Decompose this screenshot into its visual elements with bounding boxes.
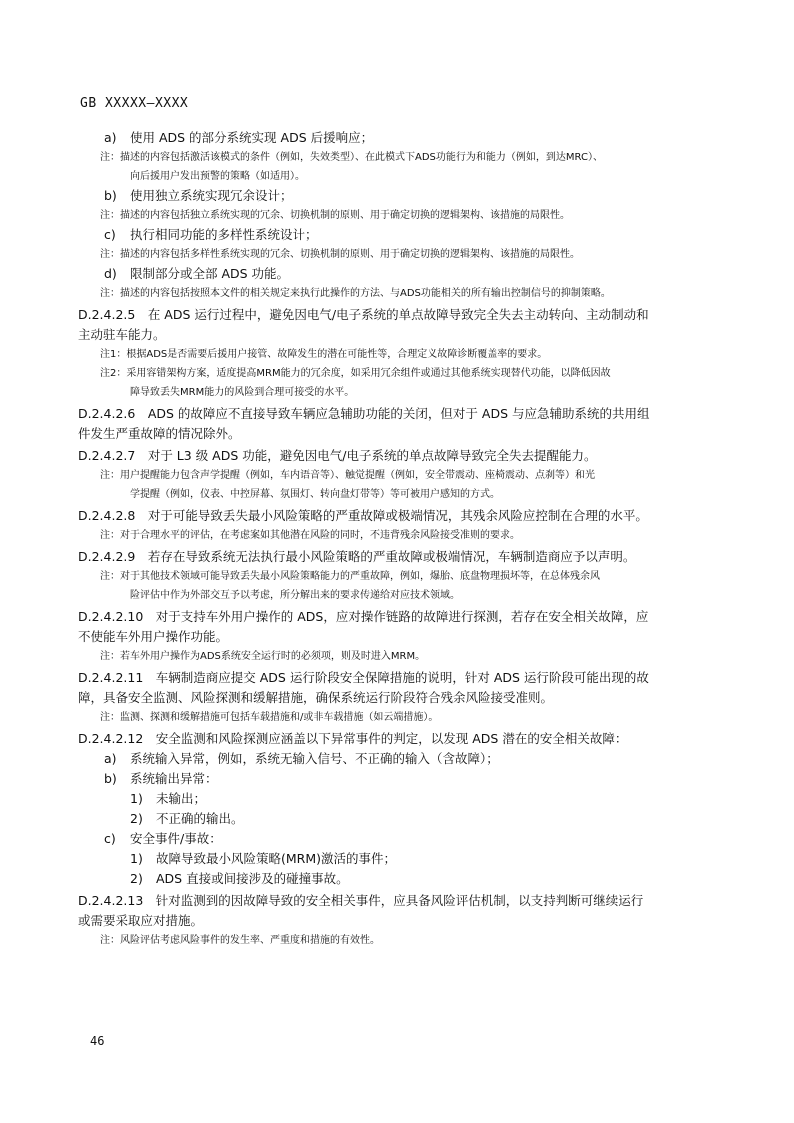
list-text: 使用独立系统实现冗余设计； — [130, 188, 293, 203]
note — [78, 206, 710, 225]
clause-d-2-4-2-7: D.2.4.2.7 对于 L3 级 ADS 功能，避免因电气/电子系统的单点故障导致完全失去提醒能力。 — [78, 448, 597, 463]
note — [78, 526, 710, 545]
clause-d-2-4-2-11: D.2.4.2.11 车辆制造商应提交 ADS 运行阶段安全保障措施的说明，针对 ADS 运行阶段可能出现的故 — [78, 670, 649, 685]
list-label: c) — [104, 227, 116, 242]
note-continuation: 险评估中作为外部交互予以考虑，所分解出来的要求传递给对应技术领域。 — [130, 590, 460, 601]
note — [78, 148, 710, 167]
clause-d-2-4-2-8: D.2.4.2.8 对于可能导致丢失最小风险策略的严重故障或极端情况，其残余风险应控制在合理的水平。 — [78, 508, 648, 523]
note-2: 注2：采用容错架构方案，适度提高MRM能力的冗余度，如采用冗余组件或通过其他系统实现替代功能，以降低因故 — [100, 368, 611, 379]
note-text: 描述的内容包括独立系统实现的冗余、切换机制的原则、用于确定切换的逻辑架构、该措施的局限性。 — [120, 210, 570, 221]
sub-list-item — [78, 789, 710, 809]
clause-continuation: 障，具备安全监测、风险探测和缓解措施，确保系统运行阶段符合残余风险接受准则。 — [78, 690, 554, 705]
note-text: 描述的内容包括按照本文件的相关规定来执行此操作的方法、与ADS功能相关的所有输出控制信号的抑制策略。 — [120, 288, 611, 299]
list-text: ADS 直接或间接涉及的碰撞事故。 — [156, 871, 349, 886]
list-label: b) — [104, 188, 117, 203]
list-item — [78, 749, 710, 769]
note — [78, 708, 710, 727]
note — [78, 567, 710, 586]
list-text: 系统输入异常，例如，系统无输入信号、不正确的输入（含故障）； — [130, 751, 499, 766]
note-continuation: 障导致丢失MRM能力的风险到合理可接受的水平。 — [130, 387, 355, 398]
sub-list-item — [78, 849, 710, 869]
list-item — [78, 128, 710, 148]
note — [78, 647, 710, 666]
note-continuation: 向后援用户发出预警的策略（如适用）。 — [130, 171, 305, 182]
note-label: 注： — [100, 712, 120, 723]
note — [78, 284, 710, 303]
document-body — [78, 128, 710, 950]
note-label: 注： — [100, 288, 120, 299]
list-item — [78, 186, 710, 206]
note-label: 注： — [100, 530, 120, 541]
standard-number: GB XXXXX—XXXX — [80, 96, 189, 111]
note-text: 用户提醒能力包含声学提醒（例如，车内语音等）、触觉提醒（例如，安全带震动、座椅震动、点刹等）和光 — [120, 470, 595, 481]
page-number: 46 — [90, 1034, 105, 1048]
list-text: 安全事件/事故： — [130, 831, 222, 846]
list-text: 使用 ADS 的部分系统实现 ADS 后援响应； — [130, 130, 374, 145]
list-label: c) — [104, 831, 116, 846]
list-label: b) — [104, 771, 117, 786]
list-item — [78, 264, 710, 284]
clause-continuation: 或需要采取应对措施。 — [78, 913, 204, 928]
note-label: 注： — [100, 935, 120, 946]
note-text: 描述的内容包括激活该模式的条件（例如，失效类型）、在此模式下ADS功能行为和能力（例如，到达MRC）、 — [120, 152, 603, 163]
note-text: 对于合理水平的评估，在考虑案如其他潜在风险的同时，不违背残余风险接受准则的要求。 — [120, 530, 520, 541]
note-text: 风险评估考虑风险事件的发生率、严重度和措施的有效性。 — [120, 935, 380, 946]
list-text: 未输出； — [156, 791, 207, 806]
clause-d-2-4-2-6: D.2.4.2.6 ADS 的故障应不直接导致车辆应急辅助功能的关闭，但对于 ADS 与应急辅助系统的共用组 — [78, 406, 650, 421]
list-text: 不正确的输出。 — [156, 811, 244, 826]
note-label: 注： — [100, 651, 120, 662]
list-label: d) — [104, 266, 117, 281]
clause-d-2-4-2-12: D.2.4.2.12 安全监测和风险探测应涵盖以下异常事件的判定，以发现 ADS 潜在的安全相关故障： — [78, 731, 628, 746]
list-text: 限制部分或全部 ADS 功能。 — [130, 266, 290, 281]
list-item — [78, 829, 710, 849]
list-label: 1) — [130, 791, 143, 806]
note — [78, 245, 710, 264]
sub-list-item — [78, 869, 710, 889]
note-text: 监测、探测和缓解措施可包括车载措施和/或非车载措施（如云端措施）。 — [120, 712, 439, 723]
list-label: a) — [104, 751, 117, 766]
clause-d-2-4-2-9: D.2.4.2.9 若存在导致系统无法执行最小风险策略的严重故障或极端情况，车辆制造商应予以声明。 — [78, 549, 636, 564]
note-label: 注： — [100, 571, 120, 582]
clause-continuation: 件发生严重故障的情况除外。 — [78, 426, 241, 441]
note-label: 注： — [100, 152, 120, 163]
note — [78, 466, 710, 485]
note-text: 若车外用户操作为ADS系统安全运行时的必须项，则及时进入MRM。 — [120, 651, 426, 662]
list-text: 故障导致最小风险策略(MRM)激活的事件； — [156, 851, 397, 866]
note-text: 描述的内容包括多样性系统实现的冗余、切换机制的原则、用于确定切换的逻辑架构、该措施的局限性。 — [120, 249, 580, 260]
list-label: 1) — [130, 851, 143, 866]
sub-list-item — [78, 809, 710, 829]
list-label: 2) — [130, 871, 143, 886]
clause-d-2-4-2-10: D.2.4.2.10 对于支持车外用户操作的 ADS，应对操作链路的故障进行探测，若存在安全相关故障，应 — [78, 609, 649, 624]
list-label: 2) — [130, 811, 143, 826]
list-label: a) — [104, 130, 117, 145]
note-label: 注： — [100, 249, 120, 260]
note-label: 注： — [100, 210, 120, 221]
list-item — [78, 769, 710, 789]
clause-continuation: 不使能车外用户操作功能。 — [78, 629, 229, 644]
note-label: 注： — [100, 470, 120, 481]
note-continuation: 学提醒（例如，仪表、中控屏幕、氛围灯、转向盘灯带等）等可被用户感知的方式。 — [130, 489, 500, 500]
list-text: 执行相同功能的多样性系统设计； — [130, 227, 318, 242]
list-item — [78, 225, 710, 245]
note-text: 对于其他技术领域可能导致丢失最小风险策略能力的严重故障，例如，爆胎、底盘物理损坏等，在总体残余风 — [120, 571, 600, 582]
clause-d-2-4-2-5: D.2.4.2.5 在 ADS 运行过程中，避免因电气/电子系统的单点故障导致完全失去主动转向、主动制动和 — [78, 307, 649, 322]
note-1: 注1：根据ADS是否需要后援用户接管、故障发生的潜在可能性等，合理定义故障诊断覆盖率的要求。 — [100, 349, 548, 360]
note — [78, 931, 710, 950]
clause-d-2-4-2-13: D.2.4.2.13 针对监测到的因故障导致的安全相关事件，应具备风险评估机制，以支持判断可继续运行 — [78, 893, 644, 908]
clause-continuation: 主动驻车能力。 — [78, 327, 166, 342]
list-text: 系统输出异常： — [130, 771, 218, 786]
